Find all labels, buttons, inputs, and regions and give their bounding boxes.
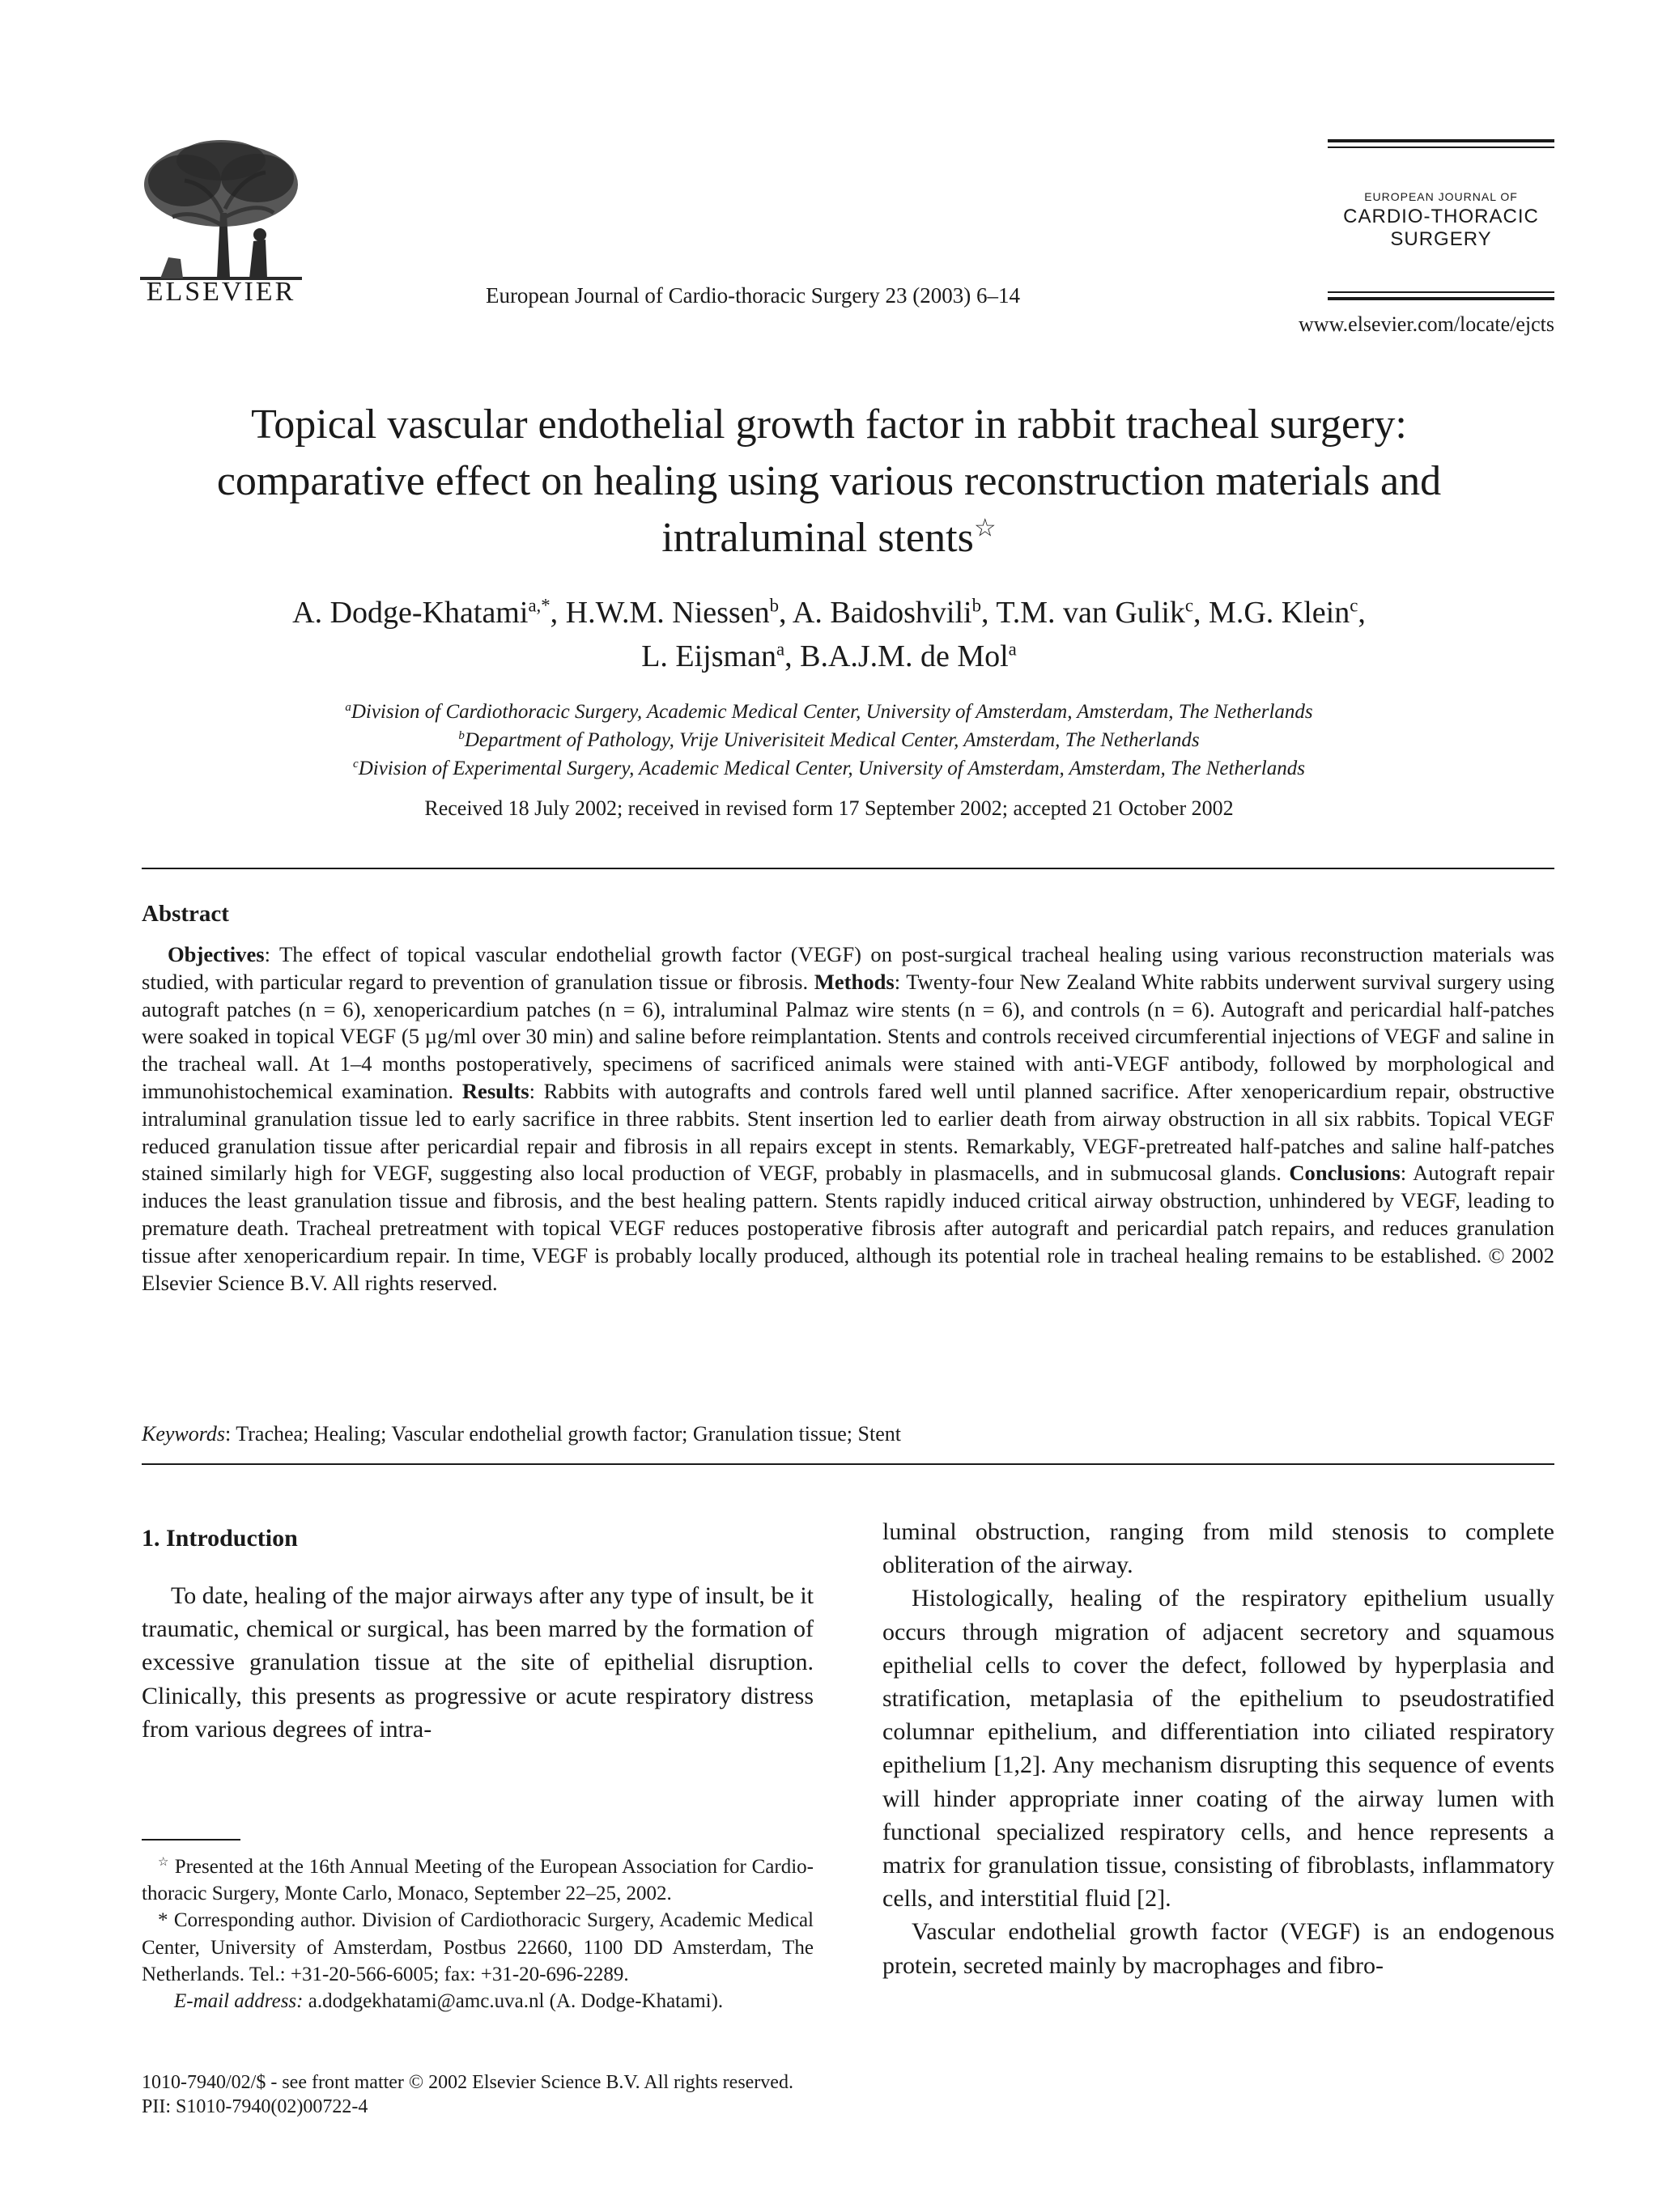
abstract-text: : Autograft repair induces the least granulation tissue and fibrosis, and the best healing pattern. Stents rapidly induced critical airway obstruction, unhindered by VEGF, leading to premature death. Tracheal pretreatment with topical VEGF reduces postoperative fibrosis after autograft and pericardial patch repairs, and reduces granulation tissue after xenopericardium repair. In time, VEGF is probably locally produced, although its potential role in tracheal healing remains to be established. © 2002 Elsevier Science B.V. All rights reserved.: [142, 1161, 1554, 1295]
journal-name: [1312, 188, 1571, 251]
footnotes: [142, 1853, 814, 2015]
article-title: [121, 397, 1537, 567]
affiliation-text: Division of Cardiothoracic Surgery, Academic Medical Center, University of Amsterdam, Amsterdam, The Netherlands: [351, 701, 1313, 723]
title-line: comparative effect on healing using various reconstruction materials and: [216, 458, 1442, 504]
author-name: T.M. van Gulik: [996, 596, 1185, 630]
footnote: [142, 1853, 814, 1907]
keywords-label: Keywords: [142, 1422, 226, 1446]
author-sep: ,: [1358, 596, 1366, 630]
body-column-right: [882, 1515, 1554, 1982]
author-list: [121, 591, 1537, 678]
abstract-text: : The effect of topical vascular endothelial growth factor (VEGF) on post-surgical tracheal healing using various reconstruction materials was studied, with particular regard to prevention of granulation tissue or fibrosis.: [142, 942, 1554, 994]
journal-name-line1: EUROPEAN JOURNAL OF: [1364, 190, 1518, 203]
journal-rule: [1328, 297, 1554, 300]
email-label: E-mail address:: [174, 1990, 304, 2013]
footnote-mark: ☆: [158, 1856, 169, 1869]
journal-website-link[interactable]: www.elsevier.com/locate/ejcts: [1299, 312, 1554, 336]
author-affil-mark[interactable]: a,*: [528, 595, 551, 616]
footnote-rule: [142, 1839, 240, 1841]
affiliation-text: Department of Pathology, Vrije Univerisiteit Medical Center, Amsterdam, The Netherlands: [464, 729, 1200, 751]
abstract-heading: Abstract: [142, 901, 229, 927]
footnote-text: Corresponding author. Division of Cardiothoracic Surgery, Academic Medical Center, University of Amsterdam, Postbus 22660, 1100 DD Amsterdam, The Netherlands. Tel.: +31-20-566-6005; fax: +31-20-696-2289.: [142, 1909, 814, 1985]
title-footnote-mark[interactable]: ☆: [973, 513, 997, 542]
title-line: Topical vascular endothelial growth factor in rabbit tracheal surgery:: [251, 401, 1407, 448]
abstract-text: : Rabbits with autografts and controls fared well until planned sacrifice. After xenopericardium repair, obstructive intraluminal granulation tissue led to early sacrifice in three rabbits. Stent insertion led to earlier death from airway obstruction in all six rabbits. Topical VEGF reduced granulation tissue after pericardial repair and fibrosis in all repairs except in stents. Remarkably, VEGF-pretreated half-patches and saline half-patches stained similarly high for VEGF, suggesting also local production of VEGF, probably in plasmacells, and in submucosal glands.: [142, 1078, 1555, 1186]
journal-name-line3: SURGERY: [1390, 228, 1492, 250]
author-affil-mark[interactable]: c: [1184, 595, 1194, 616]
email-address-link[interactable]: a.dodgekhatami@amc.uva.nl (A. Dodge-Khatami).: [303, 1990, 724, 2013]
journal-rule: [1328, 139, 1554, 142]
title-line-text: intraluminal stents: [661, 515, 974, 561]
tree-logo-icon: [136, 136, 306, 280]
author-sep: ,: [980, 596, 997, 630]
affiliation-mark: b: [458, 729, 465, 742]
author-affil-mark[interactable]: b: [769, 595, 779, 616]
affiliation-mark: c: [353, 758, 359, 771]
divider: [142, 868, 1554, 869]
body-paragraph: To date, healing of the major airways after any type of insult, be it traumatic, chemical or surgical, has been marred by the formation of excessive granulation tissue at the site of epithelial disruption. Clinically, this presents as progressive or acute respiratory distress from various degrees of intra-: [142, 1582, 814, 1743]
affiliation-text: Division of Experimental Surgery, Academic Medical Center, University of Amsterdam, Amsterdam, The Netherlands: [358, 758, 1305, 779]
journal-rule: [1328, 146, 1554, 148]
abstract-text: : Twenty-four New Zealand White rabbits underwent survival surgery using autograft patches (n = 6), xenopericardium patches (n = 6), intraluminal Palmaz wire stents (n = 6), and controls (n = 6). Autograft and pericardial half-patches were soaked in topical VEGF (5 µg/ml over 30 min) and saline before reimplantation. Stents and controls received circumferential injections of VEGF and saline in the tracheal wall. At 1–4 months postoperatively, specimens of sacrificed animals were stained with anti-VEGF antibody, followed by morphological and immunohistochemical examination.: [142, 969, 1554, 1103]
author-affil-mark[interactable]: b: [971, 595, 981, 616]
divider: [142, 1463, 1554, 1465]
keywords: [142, 1422, 1554, 1446]
copyright-line: 1010-7940/02/$ - see front matter © 2002 Elsevier Science B.V. All rights reserved.: [142, 2072, 793, 2093]
footnote-email: [142, 1988, 814, 2015]
author-name: A. Dodge-Khatami: [292, 596, 529, 630]
author-name: A. Baidoshvili: [792, 596, 972, 630]
journal-rule: [1328, 291, 1554, 293]
author-affil-mark[interactable]: a: [776, 639, 785, 660]
affiliations: [121, 698, 1537, 783]
author-line: [121, 591, 1537, 635]
journal-name-line2: CARDIO-THORACIC: [1343, 206, 1539, 227]
author-sep: ,: [1193, 596, 1209, 630]
author-sep: ,: [550, 596, 566, 630]
author-affil-mark[interactable]: c: [1350, 595, 1358, 616]
abstract-label-objectives: Objectives: [168, 942, 265, 966]
section-heading: 1. Introduction: [142, 1525, 298, 1552]
author-line: [121, 635, 1537, 678]
footnote-text: Presented at the 16th Annual Meeting of the European Association for Cardio-thoracic Surgery, Monte Carlo, Monaco, September 22–25, 2002.: [142, 1856, 814, 1905]
journal-citation: European Journal of Cardio-thoracic Surgery 23 (2003) 6–14: [485, 283, 1021, 308]
body-paragraph: luminal obstruction, ranging from mild stenosis to complete obliteration of the airway.: [882, 1518, 1554, 1579]
affiliation-mark: a: [345, 701, 351, 714]
abstract-body: [142, 941, 1554, 1297]
body-paragraph: Vascular endothelial growth factor (VEGF) is an endogenous protein, secreted mainly by macrophages and fibro-: [882, 1918, 1554, 1979]
received-dates: Received 18 July 2002; received in revised form 17 September 2002; accepted 21 October 2002: [424, 796, 1234, 820]
abstract-label-methods: Methods: [814, 969, 895, 994]
footnote-mark: *: [158, 1909, 168, 1932]
footnote: [142, 1907, 814, 1988]
publisher-name: ELSEVIER: [146, 277, 296, 307]
affiliation-item: [121, 726, 1537, 754]
author-name: H.W.M. Niessen: [565, 596, 770, 630]
author-affil-mark[interactable]: a: [1008, 639, 1017, 660]
abstract-label-conclusions: Conclusions: [1289, 1161, 1401, 1186]
author-sep: ,: [778, 596, 793, 630]
affiliation-item: [121, 754, 1537, 783]
abstract-label-results: Results: [461, 1078, 529, 1103]
title-line: [121, 510, 1537, 567]
author-name: B.A.J.M. de Mol: [800, 639, 1009, 673]
author-name: L. Eijsman: [641, 639, 776, 673]
body-column-left: [142, 1522, 814, 1746]
keywords-text: : Trachea; Healing; Vascular endothelial growth factor; Granulation tissue; Stent: [225, 1422, 901, 1446]
author-sep: ,: [784, 639, 801, 673]
pii-line: PII: S1010-7940(02)00722-4: [142, 2096, 368, 2117]
affiliation-item: [121, 698, 1537, 726]
body-paragraph: Histologically, healing of the respiratory epithelium usually occurs through migration of adjacent secretory and squamous epithelial cells to cover the defect, followed by hyperplasia and stratification, metaplasia of the epithelium to pseudostratified columnar epithelium, and differentiation into ciliated respiratory epithelium [1,2]. Any mechanism disrupting this sequence of events will hinder appropriate inner coating of the airway lumen with functional specialized respiratory cells, and hence represents a matrix for granulation tissue, consisting of fibroblasts, inflammatory cells, and interstitial fluid [2].: [882, 1585, 1554, 1913]
front-matter: [142, 2070, 793, 2119]
author-name: M.G. Klein: [1209, 596, 1350, 630]
